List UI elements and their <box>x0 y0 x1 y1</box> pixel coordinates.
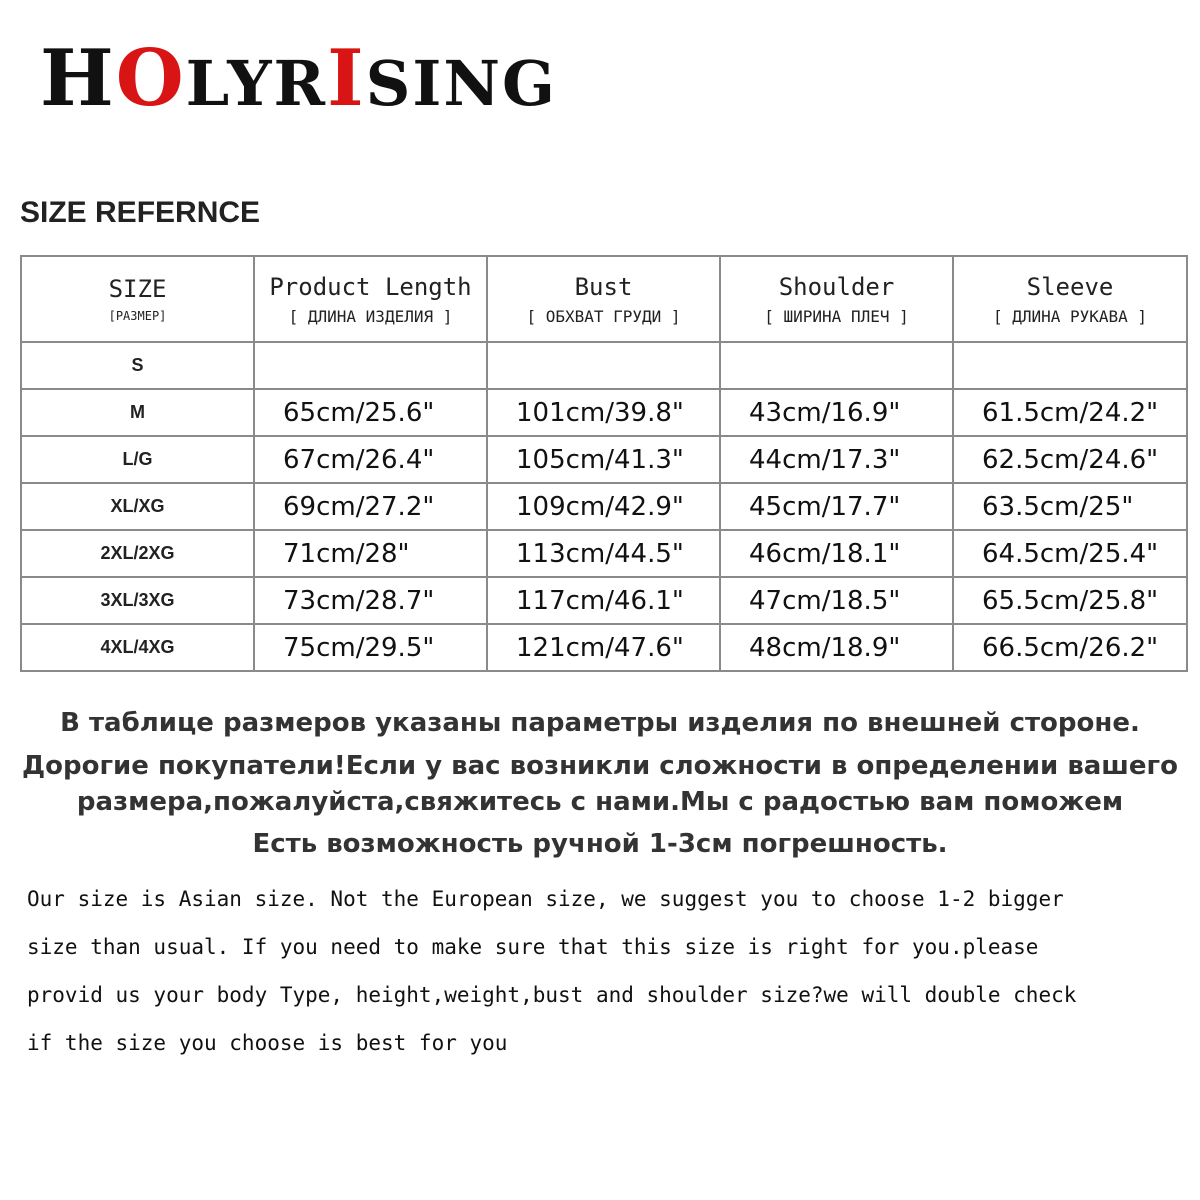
length-cell <box>254 342 487 389</box>
sleeve-cell: 65.5cm/25.8" <box>953 577 1187 624</box>
length-cell: 67cm/26.4" <box>254 436 487 483</box>
size-cell: M <box>21 389 254 436</box>
bust-cell: 105cm/41.3" <box>487 436 720 483</box>
english-note-line: size than usual. If you need to make sure that this size is right for you.please <box>27 935 1039 959</box>
shoulder-cell: 44cm/17.3" <box>720 436 953 483</box>
table-row <box>21 577 1187 624</box>
sleeve-cell <box>953 342 1187 389</box>
bust-cell: 113cm/44.5" <box>487 530 720 577</box>
table-row <box>21 483 1187 530</box>
brand-logo <box>40 33 557 124</box>
table-row <box>21 530 1187 577</box>
russian-note-line: размера,пожалуйста,свяжитесь с нами.Мы с радостью вам поможем <box>76 787 1124 817</box>
length-cell: 71cm/28" <box>254 530 487 577</box>
logo-letter-accent: I <box>327 33 366 124</box>
header-bust: Bust [ ОБХВАТ ГРУДИ ] <box>487 256 720 342</box>
shoulder-cell <box>720 342 953 389</box>
size-cell: XL/XG <box>21 483 254 530</box>
bust-cell <box>487 342 720 389</box>
size-cell: 4XL/4XG <box>21 624 254 671</box>
sleeve-cell: 61.5cm/24.2" <box>953 389 1187 436</box>
shoulder-cell: 43cm/16.9" <box>720 389 953 436</box>
bust-cell: 109cm/42.9" <box>487 483 720 530</box>
russian-note-line: В таблице размеров указаны параметры изделия по внешней стороне. <box>60 708 1140 738</box>
table-row <box>21 389 1187 436</box>
header-product-length: Product Length [ ДЛИНА ИЗДЕЛИЯ ] <box>254 256 487 342</box>
logo-letter: H <box>40 33 116 124</box>
size-table <box>20 255 1188 672</box>
section-title: SIZE REFERNCE <box>20 196 261 229</box>
english-note-line: provid us your body Type, height,weight,bust and shoulder size?we will double check <box>27 983 1077 1007</box>
bust-cell: 101cm/39.8" <box>487 389 720 436</box>
header-size: SIZE [РАЗМЕР] <box>21 256 254 342</box>
shoulder-cell: 46cm/18.1" <box>720 530 953 577</box>
russian-note-line: Есть возможность ручной 1-3см погрешность. <box>252 829 948 859</box>
length-cell: 73cm/28.7" <box>254 577 487 624</box>
russian-note-line: Дорогие покупатели!Если у вас возникли сложности в определении вашего <box>21 751 1179 781</box>
logo-letters: LYR <box>185 47 328 120</box>
size-cell: S <box>21 342 254 389</box>
size-cell: 2XL/2XG <box>21 530 254 577</box>
english-note-line: Our size is Asian size. Not the European size, we suggest you to choose 1-2 bigger <box>27 887 1064 911</box>
table-row <box>21 624 1187 671</box>
table-header-row <box>21 256 1187 342</box>
bust-cell: 117cm/46.1" <box>487 577 720 624</box>
english-note-line: if the size you choose is best for you <box>27 1031 508 1055</box>
header-shoulder: Shoulder [ ШИРИНА ПЛЕЧ ] <box>720 256 953 342</box>
table-row <box>21 342 1187 389</box>
bust-cell: 121cm/47.6" <box>487 624 720 671</box>
length-cell: 75cm/29.5" <box>254 624 487 671</box>
sleeve-cell: 63.5cm/25" <box>953 483 1187 530</box>
logo-letter-accent: O <box>115 33 186 124</box>
sleeve-cell: 62.5cm/24.6" <box>953 436 1187 483</box>
length-cell: 65cm/25.6" <box>254 389 487 436</box>
sleeve-cell: 66.5cm/26.2" <box>953 624 1187 671</box>
shoulder-cell: 48cm/18.9" <box>720 624 953 671</box>
logo-letters: SING <box>365 47 557 120</box>
length-cell: 69cm/27.2" <box>254 483 487 530</box>
size-cell: 3XL/3XG <box>21 577 254 624</box>
table-row <box>21 436 1187 483</box>
shoulder-cell: 47cm/18.5" <box>720 577 953 624</box>
shoulder-cell: 45cm/17.7" <box>720 483 953 530</box>
header-sleeve: Sleeve [ ДЛИНА РУКАВА ] <box>953 256 1187 342</box>
sleeve-cell: 64.5cm/25.4" <box>953 530 1187 577</box>
size-cell: L/G <box>21 436 254 483</box>
